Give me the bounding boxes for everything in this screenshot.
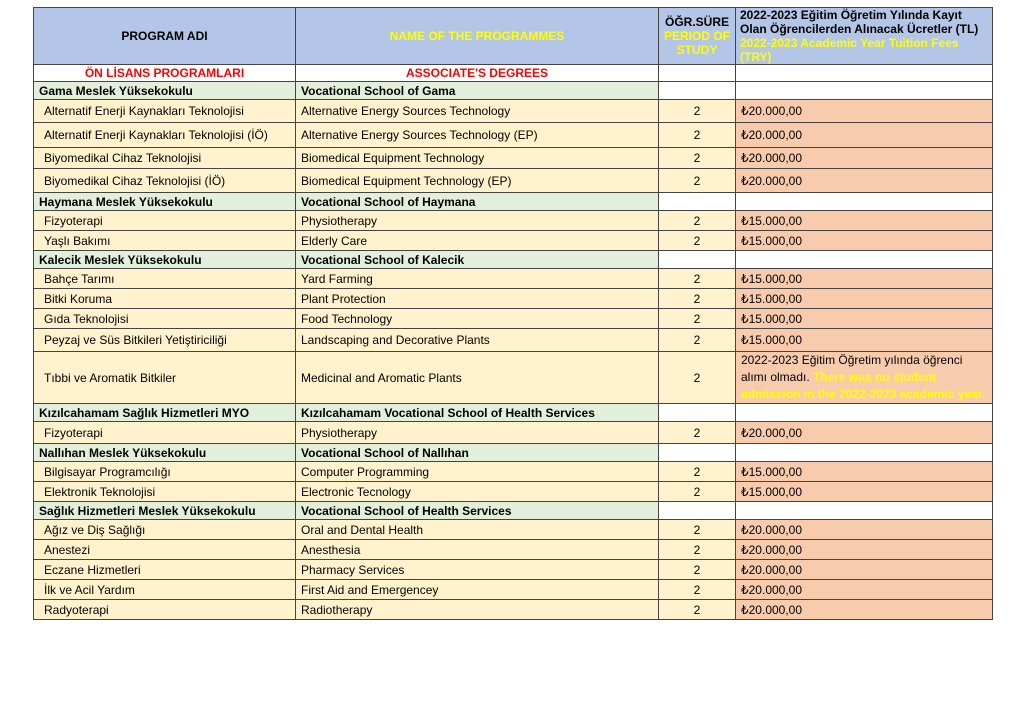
tuition-fee: ₺20.000,00 bbox=[736, 169, 993, 193]
section-title-tr: ÖN LİSANS PROGRAMLARI bbox=[34, 65, 296, 82]
program-row bbox=[34, 169, 993, 193]
tuition-fee: ₺15.000,00 bbox=[736, 309, 993, 329]
program-row bbox=[34, 309, 993, 329]
period-of-study: 2 bbox=[659, 600, 736, 620]
program-row bbox=[34, 462, 993, 482]
tuition-fee: ₺20.000,00 bbox=[736, 123, 993, 148]
tuition-fee: ₺20.000,00 bbox=[736, 580, 993, 600]
tuition-fee: ₺15.000,00 bbox=[736, 289, 993, 309]
period-of-study: 2 bbox=[659, 482, 736, 502]
program-name-tr: Ağız ve Diş Sağlığı bbox=[34, 520, 296, 540]
period-of-study: 2 bbox=[659, 211, 736, 231]
header-period-en: PERIOD OF STUDY bbox=[664, 29, 731, 57]
period-of-study: 2 bbox=[659, 352, 736, 404]
period-of-study: 2 bbox=[659, 520, 736, 540]
school-row bbox=[34, 193, 993, 211]
empty-cell bbox=[736, 502, 993, 520]
period-of-study: 2 bbox=[659, 329, 736, 352]
note-en: There was no student admission in the 2022-2023 academic year. bbox=[741, 370, 986, 401]
school-name-en: Vocational School of Nallıhan bbox=[296, 444, 659, 462]
header-fees-en: 2022-2023 Academic Year Tuition Fees (TRY) bbox=[740, 36, 959, 64]
school-name-tr: Kalecik Meslek Yüksekokulu bbox=[34, 251, 296, 269]
program-name-tr: Alternatif Enerji Kaynakları Teknolojisi bbox=[34, 100, 296, 123]
period-of-study: 2 bbox=[659, 169, 736, 193]
program-name-en: Alternative Energy Sources Technology bbox=[296, 100, 659, 123]
header-period-tr: ÖĞR.SÜRE bbox=[664, 15, 729, 29]
program-name-tr: Eczane Hizmetleri bbox=[34, 560, 296, 580]
program-name-tr: Bilgisayar Programcılığı bbox=[34, 462, 296, 482]
school-name-tr: Haymana Meslek Yüksekokulu bbox=[34, 193, 296, 211]
program-name-en: Physiotherapy bbox=[296, 211, 659, 231]
program-name-tr: Elektronik Teknolojisi bbox=[34, 482, 296, 502]
school-name-tr: Kızılcahamam Sağlık Hizmetleri MYO bbox=[34, 404, 296, 422]
header-period-of-study bbox=[659, 8, 736, 65]
program-row bbox=[34, 123, 993, 148]
program-name-tr: Tıbbi ve Aromatik Bitkiler bbox=[34, 352, 296, 404]
period-of-study: 2 bbox=[659, 540, 736, 560]
tuition-fee: ₺20.000,00 bbox=[736, 600, 993, 620]
empty-cell bbox=[659, 502, 736, 520]
empty-cell bbox=[736, 404, 993, 422]
period-of-study: 2 bbox=[659, 148, 736, 169]
school-row bbox=[34, 502, 993, 520]
program-row bbox=[34, 540, 993, 560]
empty-cell bbox=[659, 65, 736, 82]
empty-cell bbox=[736, 444, 993, 462]
empty-cell bbox=[659, 444, 736, 462]
program-row bbox=[34, 289, 993, 309]
note-tr: 2022-2023 Eğitim Öğretim yılında öğrenci alımı olmadı. bbox=[741, 353, 963, 384]
program-row bbox=[34, 352, 993, 404]
period-of-study: 2 bbox=[659, 269, 736, 289]
tuition-fee: ₺15.000,00 bbox=[736, 269, 993, 289]
tuition-fee: ₺15.000,00 bbox=[736, 482, 993, 502]
program-name-en: Anesthesia bbox=[296, 540, 659, 560]
program-name-tr: Anestezi bbox=[34, 540, 296, 560]
tuition-note bbox=[736, 352, 993, 404]
program-name-en: Plant Protection bbox=[296, 289, 659, 309]
table-header-row bbox=[34, 8, 993, 65]
school-name-tr: Nallıhan Meslek Yüksekokulu bbox=[34, 444, 296, 462]
program-name-en: Physiotherapy bbox=[296, 422, 659, 444]
header-program-adi: PROGRAM ADI bbox=[34, 8, 296, 65]
section-title-en: ASSOCIATE'S DEGREES bbox=[296, 65, 659, 82]
period-of-study: 2 bbox=[659, 422, 736, 444]
program-name-en: Alternative Energy Sources Technology (EP) bbox=[296, 123, 659, 148]
school-name-en: Vocational School of Haymana bbox=[296, 193, 659, 211]
program-row bbox=[34, 482, 993, 502]
program-row bbox=[34, 520, 993, 540]
program-name-en: Computer Programming bbox=[296, 462, 659, 482]
program-name-en: Elderly Care bbox=[296, 231, 659, 251]
period-of-study: 2 bbox=[659, 231, 736, 251]
school-name-tr: Sağlık Hizmetleri Meslek Yüksekokulu bbox=[34, 502, 296, 520]
tuition-fee: ₺20.000,00 bbox=[736, 520, 993, 540]
program-name-tr: Gıda Teknolojisi bbox=[34, 309, 296, 329]
section-row-associate-degrees bbox=[34, 65, 993, 82]
program-name-tr: Peyzaj ve Süs Bitkileri Yetiştiriciliği bbox=[34, 329, 296, 352]
program-row bbox=[34, 560, 993, 580]
tuition-fees-table bbox=[33, 7, 993, 620]
program-name-tr: Biyomedikal Cihaz Teknolojisi (İÖ) bbox=[34, 169, 296, 193]
tuition-fee: ₺15.000,00 bbox=[736, 329, 993, 352]
program-row bbox=[34, 422, 993, 444]
program-name-en: Food Technology bbox=[296, 309, 659, 329]
program-row bbox=[34, 329, 993, 352]
period-of-study: 2 bbox=[659, 580, 736, 600]
program-name-en: Oral and Dental Health bbox=[296, 520, 659, 540]
header-fees-tr: 2022-2023 Eğitim Öğretim Yılında Kayıt Olan Öğrencilerden Alınacak Ücretler (TL) bbox=[740, 8, 979, 36]
program-name-tr: İlk ve Acil Yardım bbox=[34, 580, 296, 600]
header-name-of-programmes: NAME OF THE PROGRAMMES bbox=[296, 8, 659, 65]
program-row bbox=[34, 269, 993, 289]
tuition-fee: ₺20.000,00 bbox=[736, 540, 993, 560]
school-name-tr: Gama Meslek Yüksekokulu bbox=[34, 82, 296, 100]
program-name-tr: Yaşlı Bakımı bbox=[34, 231, 296, 251]
program-name-en: Medicinal and Aromatic Plants bbox=[296, 352, 659, 404]
program-row bbox=[34, 211, 993, 231]
period-of-study: 2 bbox=[659, 560, 736, 580]
program-row bbox=[34, 148, 993, 169]
school-name-en: Kızılcahamam Vocational School of Health Services bbox=[296, 404, 659, 422]
empty-cell bbox=[659, 193, 736, 211]
period-of-study: 2 bbox=[659, 100, 736, 123]
tuition-fee: ₺15.000,00 bbox=[736, 462, 993, 482]
school-row bbox=[34, 404, 993, 422]
period-of-study: 2 bbox=[659, 462, 736, 482]
program-name-tr: Alternatif Enerji Kaynakları Teknolojisi (İÖ) bbox=[34, 123, 296, 148]
period-of-study: 2 bbox=[659, 289, 736, 309]
program-name-en: First Aid and Emergencey bbox=[296, 580, 659, 600]
program-name-en: Biomedical Equipment Technology (EP) bbox=[296, 169, 659, 193]
program-name-tr: Bahçe Tarımı bbox=[34, 269, 296, 289]
program-name-tr: Radyoterapi bbox=[34, 600, 296, 620]
program-name-en: Radiotherapy bbox=[296, 600, 659, 620]
empty-cell bbox=[736, 251, 993, 269]
empty-cell bbox=[736, 82, 993, 100]
program-name-en: Pharmacy Services bbox=[296, 560, 659, 580]
tuition-fee: ₺20.000,00 bbox=[736, 422, 993, 444]
program-row bbox=[34, 600, 993, 620]
school-row bbox=[34, 251, 993, 269]
program-row bbox=[34, 231, 993, 251]
program-name-tr: Fizyoterapi bbox=[34, 211, 296, 231]
empty-cell bbox=[659, 251, 736, 269]
school-name-en: Vocational School of Kalecik bbox=[296, 251, 659, 269]
empty-cell bbox=[659, 404, 736, 422]
program-name-en: Electronic Tecnology bbox=[296, 482, 659, 502]
program-name-en: Biomedical Equipment Technology bbox=[296, 148, 659, 169]
tuition-fee: ₺20.000,00 bbox=[736, 100, 993, 123]
program-row bbox=[34, 580, 993, 600]
tuition-fee: ₺15.000,00 bbox=[736, 211, 993, 231]
school-name-en: Vocational School of Health Services bbox=[296, 502, 659, 520]
empty-cell bbox=[659, 82, 736, 100]
tuition-fee: ₺20.000,00 bbox=[736, 148, 993, 169]
school-row bbox=[34, 444, 993, 462]
period-of-study: 2 bbox=[659, 123, 736, 148]
tuition-fee: ₺15.000,00 bbox=[736, 231, 993, 251]
program-name-en: Yard Farming bbox=[296, 269, 659, 289]
program-name-tr: Bitki Koruma bbox=[34, 289, 296, 309]
program-name-tr: Biyomedikal Cihaz Teknolojisi bbox=[34, 148, 296, 169]
empty-cell bbox=[736, 65, 993, 82]
school-row bbox=[34, 82, 993, 100]
program-row bbox=[34, 100, 993, 123]
period-of-study: 2 bbox=[659, 309, 736, 329]
program-name-en: Landscaping and Decorative Plants bbox=[296, 329, 659, 352]
school-name-en: Vocational School of Gama bbox=[296, 82, 659, 100]
empty-cell bbox=[736, 193, 993, 211]
tuition-fee: ₺20.000,00 bbox=[736, 560, 993, 580]
program-name-tr: Fizyoterapi bbox=[34, 422, 296, 444]
header-tuition-fees bbox=[736, 8, 993, 65]
